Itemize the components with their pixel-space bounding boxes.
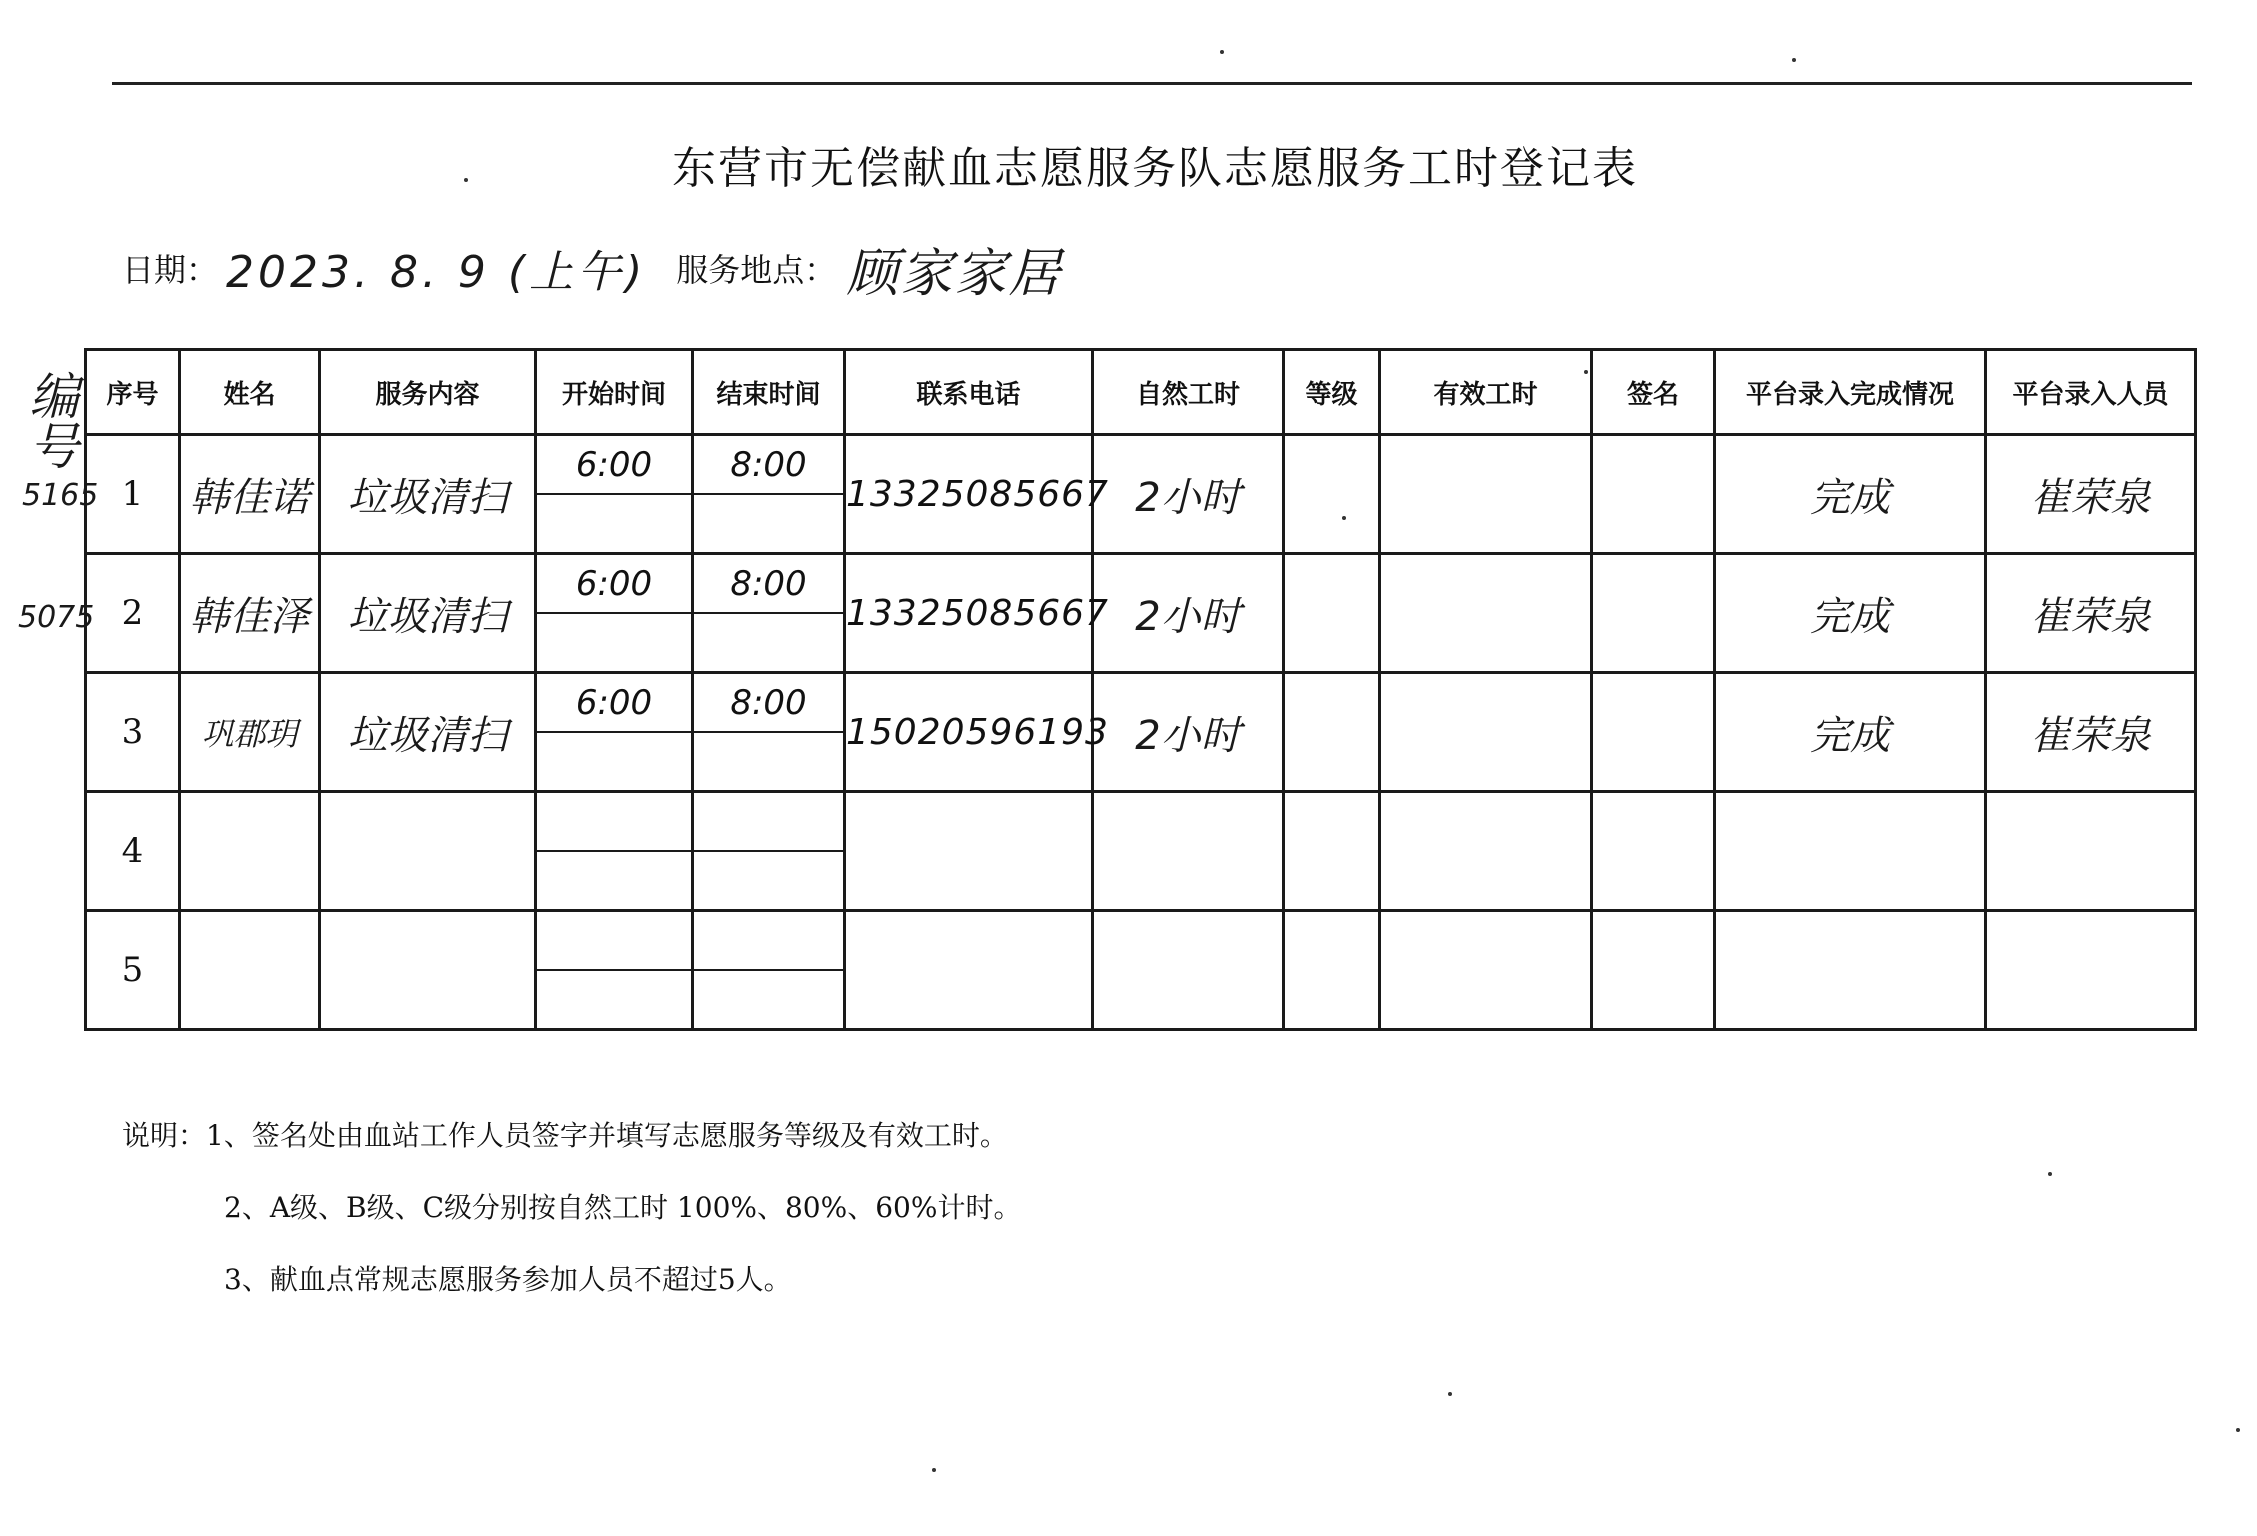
- cell-grade: [1284, 435, 1380, 554]
- header-content: 服务内容: [320, 350, 536, 435]
- cell-phone: [845, 792, 1093, 911]
- cell-operator: 崔荣泉: [1986, 435, 2196, 554]
- cell-seq: 4: [86, 792, 180, 911]
- cell-seq: 1: [86, 435, 180, 554]
- cell-effective: [1380, 911, 1592, 1030]
- cell-end: [693, 435, 845, 554]
- end-time: 8:00: [694, 555, 843, 614]
- cell-content: [320, 792, 536, 911]
- cell-status: 完成: [1715, 673, 1986, 792]
- end-time: [694, 793, 843, 852]
- start-time: 6:00: [537, 674, 691, 733]
- cell-effective: [1380, 435, 1592, 554]
- header-effective: 有效工时: [1380, 350, 1592, 435]
- cell-effective: [1380, 554, 1592, 673]
- header-hours: 自然工时: [1093, 350, 1284, 435]
- cell-operator: 崔荣泉: [1986, 673, 2196, 792]
- scan-speck: [1342, 516, 1346, 520]
- end-time: 8:00: [694, 436, 843, 495]
- cell-grade: [1284, 673, 1380, 792]
- cell-phone: 15020596193: [845, 673, 1093, 792]
- cell-name: 韩佳泽: [180, 554, 320, 673]
- cell-content: 垃圾清扫: [320, 554, 536, 673]
- cell-name: 韩佳诺: [180, 435, 320, 554]
- scan-speck: [2236, 1428, 2240, 1432]
- cell-effective: [1380, 673, 1592, 792]
- cell-end: [693, 911, 845, 1030]
- cell-signature: [1592, 435, 1715, 554]
- top-rule: [112, 82, 2192, 85]
- date-label: 日期：: [122, 251, 219, 289]
- scan-speck: [1220, 50, 1224, 54]
- cell-phone: [845, 911, 1093, 1030]
- form-meta: [122, 238, 1063, 304]
- table-row: [86, 792, 2196, 911]
- side-note-header: 编号: [29, 368, 79, 476]
- start-time: [537, 912, 691, 971]
- cell-start: [536, 792, 693, 911]
- date-value: 2023. 8. 9 (上午): [226, 247, 647, 298]
- cell-end: [693, 792, 845, 911]
- cell-start: [536, 673, 693, 792]
- cell-hours: [1093, 911, 1284, 1030]
- cell-status: 完成: [1715, 554, 1986, 673]
- cell-content: 垃圾清扫: [320, 435, 536, 554]
- cell-hours: 2小时: [1093, 554, 1284, 673]
- scan-speck: [932, 1468, 936, 1472]
- cell-name: [180, 792, 320, 911]
- cell-status: [1715, 792, 1986, 911]
- cell-name: 巩郡玥: [180, 673, 320, 792]
- header-name: 姓名: [180, 350, 320, 435]
- table-row: [86, 911, 2196, 1030]
- cell-start: [536, 435, 693, 554]
- cell-effective: [1380, 792, 1592, 911]
- cell-signature: [1592, 673, 1715, 792]
- cell-grade: [1284, 554, 1380, 673]
- table-row: [86, 673, 2196, 792]
- start-time: [537, 793, 691, 852]
- note-line-2: 2、A级、B级、C级分别按自然工时 100%、80%、60%计时。: [224, 1191, 1022, 1224]
- scan-speck: [1584, 370, 1588, 374]
- cell-seq: 5: [86, 911, 180, 1030]
- location-value: 顾家家居: [846, 243, 1063, 304]
- table-header-row: [86, 350, 2196, 435]
- cell-operator: [1986, 911, 2196, 1030]
- cell-signature: [1592, 792, 1715, 911]
- note-line-1: 说明：1、签名处由血站工作人员签字并填写志愿服务等级及有效工时。: [122, 1119, 1008, 1152]
- start-time: 6:00: [537, 436, 691, 495]
- form-notes: [122, 1100, 1021, 1316]
- scan-speck: [464, 178, 468, 182]
- cell-status: [1715, 911, 1986, 1030]
- cell-end: [693, 673, 845, 792]
- end-time: 8:00: [694, 674, 843, 733]
- cell-status: 完成: [1715, 435, 1986, 554]
- header-start: 开始时间: [536, 350, 693, 435]
- header-operator: 平台录入人员: [1986, 350, 2196, 435]
- cell-signature: [1592, 554, 1715, 673]
- cell-end: [693, 554, 845, 673]
- cell-content: [320, 911, 536, 1030]
- header-seq: 序号: [86, 350, 180, 435]
- cell-grade: [1284, 911, 1380, 1030]
- cell-name: [180, 911, 320, 1030]
- end-time: [694, 912, 843, 971]
- scan-speck: [1448, 1392, 1452, 1396]
- cell-operator: 崔荣泉: [1986, 554, 2196, 673]
- table-row: [86, 554, 2196, 673]
- cell-signature: [1592, 911, 1715, 1030]
- scan-speck: [2048, 1172, 2052, 1176]
- cell-hours: 2小时: [1093, 673, 1284, 792]
- cell-seq: 3: [86, 673, 180, 792]
- cell-operator: [1986, 792, 2196, 911]
- cell-hours: 2小时: [1093, 435, 1284, 554]
- form-title: 东营市无偿献血志愿服务队志愿服务工时登记表: [672, 143, 1638, 194]
- table-row: [86, 435, 2196, 554]
- header-signature: 签名: [1592, 350, 1715, 435]
- cell-grade: [1284, 792, 1380, 911]
- cell-start: [536, 911, 693, 1030]
- header-phone: 联系电话: [845, 350, 1093, 435]
- cell-start: [536, 554, 693, 673]
- side-note-row1: 5165: [22, 478, 99, 513]
- header-grade: 等级: [1284, 350, 1380, 435]
- note-line-3: 3、献血点常规志愿服务参加人员不超过5人。: [224, 1263, 792, 1296]
- cell-phone: 13325085667: [845, 554, 1093, 673]
- header-status: 平台录入完成情况: [1715, 350, 1986, 435]
- registration-table: [84, 348, 2197, 1031]
- cell-content: 垃圾清扫: [320, 673, 536, 792]
- cell-phone: 13325085667: [845, 435, 1093, 554]
- start-time: 6:00: [537, 555, 691, 614]
- cell-seq: 2: [86, 554, 180, 673]
- cell-hours: [1093, 792, 1284, 911]
- scan-speck: [1792, 58, 1796, 62]
- location-label: 服务地点：: [676, 251, 837, 289]
- header-end: 结束时间: [693, 350, 845, 435]
- side-note-row2: 5075: [18, 600, 95, 635]
